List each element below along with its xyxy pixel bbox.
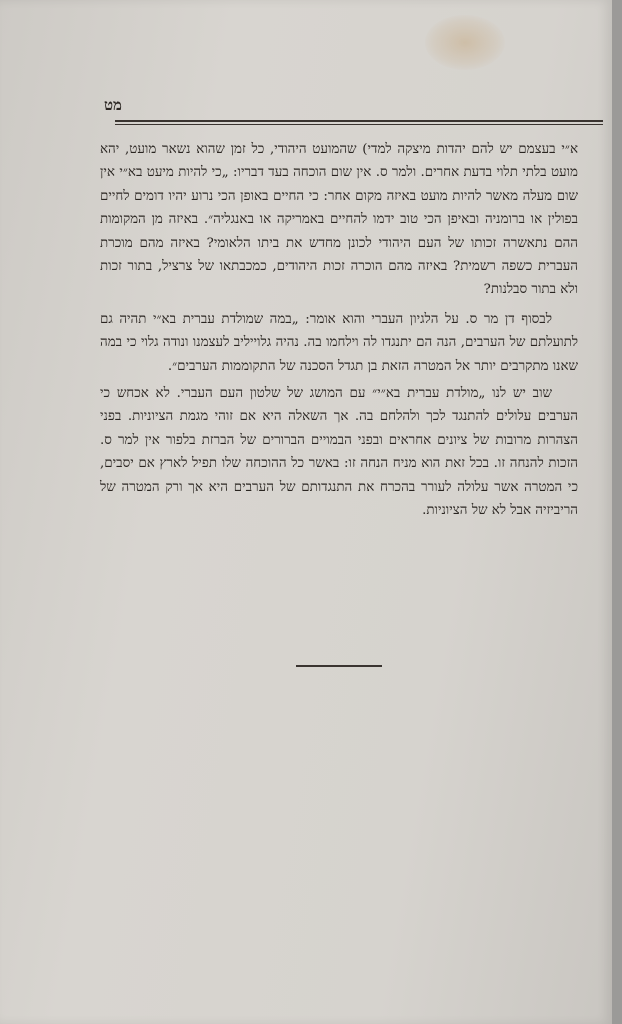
paper-stain [425,15,505,70]
paragraph-3: שוב יש לנו „מולדת עברית בא״י״ עם המושג של שלטון העם העברי. לא אכחש כי הערבים עלולים להתנגד לכך ולהלחם בה. אך השאלה היא אם זוהי מגמת הציוניות. בפני הצהרות מרובות של ציונים אחראים ובפני הבמויים הברורים של הברזת בלפור אין למר ס. הזכות להנחה זו. בכל זאת הוא מניח הנחה זו: באשר כל ההוכחה שלו תפיל לארץ אם יסבים, כי המטרה אשר עלולה לעורר בהכרח את התנגדותם של הערבים היא אך ורק המטרה של הריביזיה אבל לא של הציוניות. [100,386,578,519]
header-rule-thick [115,120,603,122]
section-end-rule [296,665,382,667]
body-text [100,138,578,523]
paragraph-2: לבסוף דן מר ס. על הלגיון העברי והוא אומר: „במה שמולדת עברית בא״י תהיה גם לתועלתם של הערבים, הנה הם יתנגדו לה וילחמו בה. נהיה גלוייליב לעצמנו ונודה גלוי כי במה שאנו מתקרבים יותר אל המטרה הזאת בן תגדל הסכנה של התקוממות הערבים״. [100,311,578,374]
page-number: מט [104,96,122,114]
header-rule-thin [115,124,603,125]
paragraph-1: א״י בעצמם יש להם יהדות מיצקה למדי) שהמועט היהודי, כל זמן שהוא נשאר מועט, יהא מועט בלתי תלוי בדעת אחרים. ולמר ס. אין שום הוכחה בעד דבריו: „כי להיות מיעט בא״י אין שום מעלה מאשר להיות מועט באיזה מקום אחר: כי החיים באופן הכי נרוע יהיו דומים לחיים בפולין או ברומניה ובאיפן הכי טוב ידמו להחיים באמריקה או באנגליה״. באיזה מן המקומות ההם נתאשרה זכותו של העם היהודי לכונן מחדש את ביתו הלאומי? באיזה מהם מוכרת העברית כשפה רשמית? באיזה מהם הוכרה זכות היהודים, כמכבתאו של צרציל, בתור זכות ולא בתור סבלנות? [100,142,578,298]
